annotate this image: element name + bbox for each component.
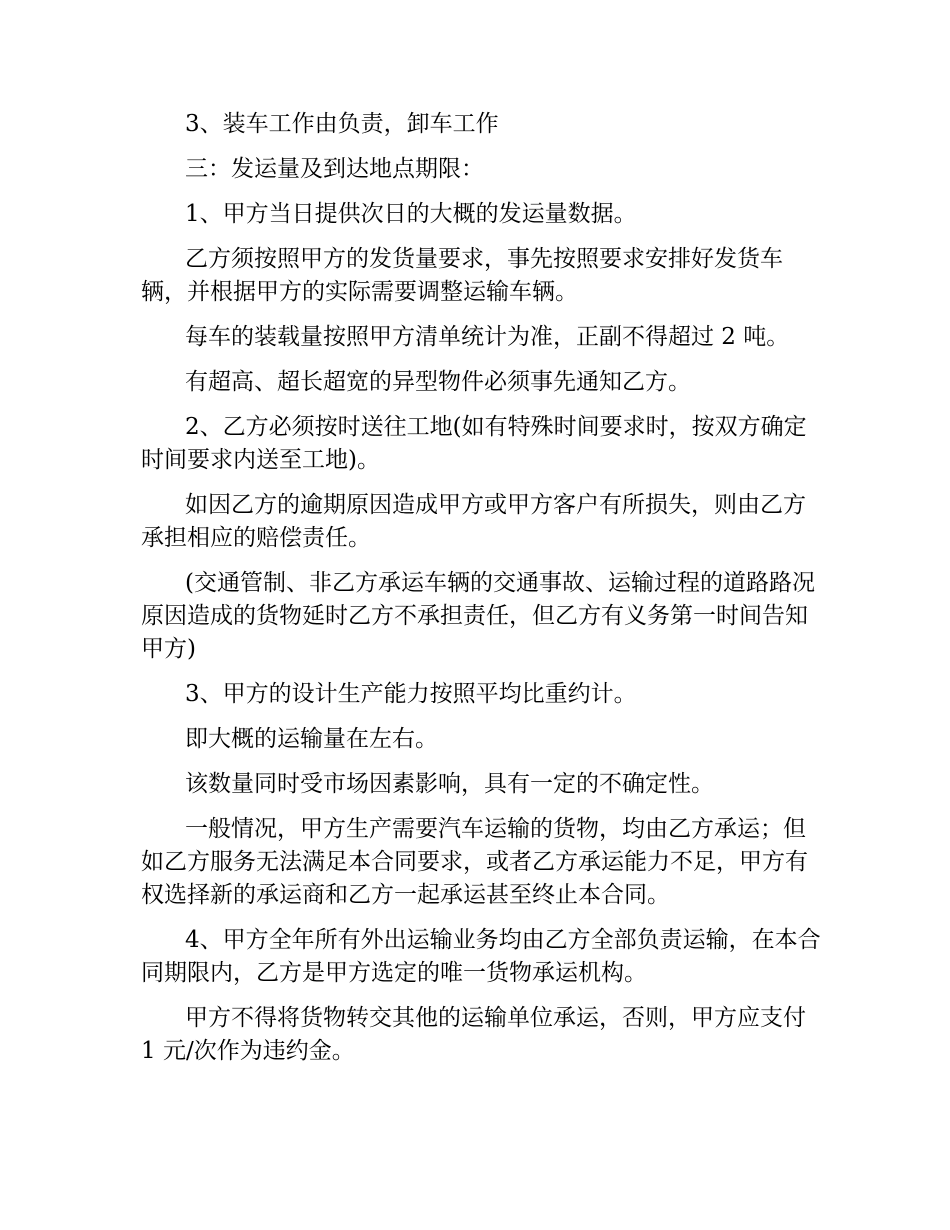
section-heading-volume-and-deadline: 三：发运量及到达地点期限： <box>185 156 484 182</box>
paragraph-on-time-delivery: 2、乙方必须按时送往工地(如有特殊时间要求时，按双方确定时间要求内送至工地)。 <box>141 414 807 473</box>
paragraph-liability-exemption: (交通管制、非乙方承运车辆的交通事故、运输过程的道路路况原因造成的货物延时乙方不承担责任，但乙方有义务第一时间告知甲方) <box>141 570 815 662</box>
document-body <box>141 108 821 1080</box>
paragraph-exclusive-carrier: 4、甲方全年所有外出运输业务均由乙方全部负责运输，在本合同期限内，乙方是甲方选定的唯一货物承运机构。 <box>141 927 821 986</box>
paragraph-carrier-selection: 一般情况，甲方生产需要汽车运输的货物，均由乙方承运；但如乙方服务无法满足本合同要求，或者乙方承运能力不足，甲方有权选择新的承运商和乙方一起承运甚至终止本合同。 <box>141 816 808 908</box>
paragraph-production-capacity: 3、甲方的设计生产能力按照平均比重约计。 <box>185 681 637 707</box>
paragraph-market-uncertainty: 该数量同时受市场因素影响，具有一定的不确定性。 <box>185 771 714 797</box>
paragraph-daily-volume-data: 1、甲方当日提供次日的大概的发运量数据。 <box>185 201 637 227</box>
paragraph-transport-volume: 即大概的运输量在左右。 <box>185 726 438 752</box>
paragraph-vehicle-arrangement: 乙方须按照甲方的发货量要求，事先按照要求安排好发货车辆，并根据甲方的实际需要调整运输车辆。 <box>141 246 783 305</box>
paragraph-delay-liability: 如因乙方的逾期原因造成甲方或甲方客户有所损失，则由乙方承担相应的赔偿责任。 <box>141 492 806 551</box>
paragraph-breach-penalty: 甲方不得将货物转交其他的运输单位承运，否则，甲方应支付 1 元/次作为违约金。 <box>141 1005 806 1064</box>
paragraph-oversize-notice: 有超高、超长超宽的异型物件必须事先通知乙方。 <box>185 369 691 395</box>
paragraph-loading-duty: 3、装车工作由负责，卸车工作 <box>185 111 499 137</box>
paragraph-load-limit: 每车的装载量按照甲方清单统计为准，正副不得超过 2 吨。 <box>185 324 790 350</box>
